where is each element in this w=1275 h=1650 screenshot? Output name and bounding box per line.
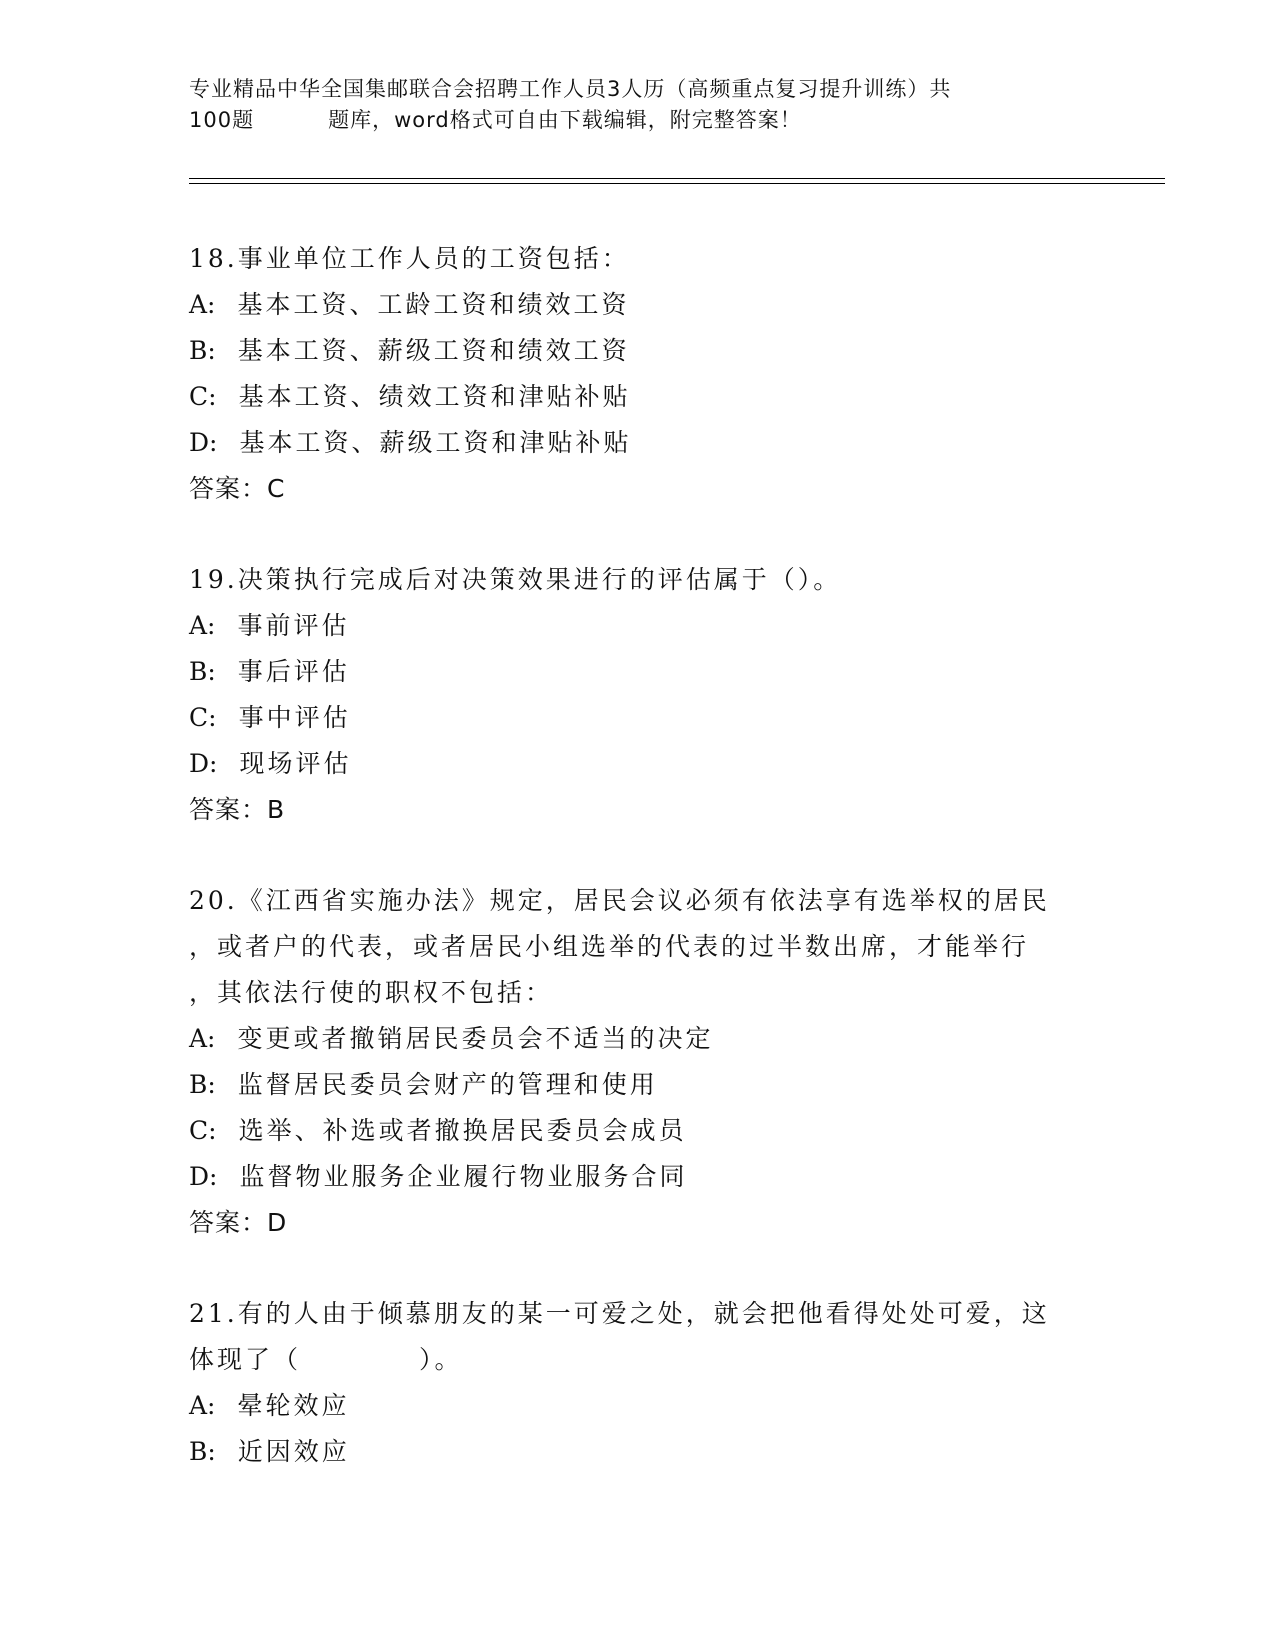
- option-b: [189, 1429, 1089, 1475]
- question-stem: [189, 236, 1089, 282]
- header-question-count: 100题: [189, 108, 255, 132]
- option-text: 事中评估: [238, 703, 351, 732]
- answer-line: 答案：C: [189, 474, 286, 503]
- option-letter: C:: [189, 703, 217, 732]
- option-text: 现场评估: [239, 749, 352, 778]
- header-divider-bottom: [189, 183, 1165, 184]
- option-letter: A:: [189, 290, 216, 319]
- header-divider-top: [189, 178, 1165, 179]
- option-b: [189, 328, 1089, 374]
- option-c: [189, 695, 1089, 741]
- option-d: [189, 741, 1089, 787]
- header-description: 题库，word格式可自由下载编辑，附完整答案！: [328, 108, 802, 132]
- option-text: 基本工资、工龄工资和绩效工资: [237, 290, 630, 319]
- option-text: 变更或者撤销居民委员会不适当的决定: [237, 1024, 714, 1053]
- question-stem: [189, 1291, 1089, 1383]
- option-letter: C:: [189, 382, 217, 411]
- option-c: [189, 374, 1089, 420]
- question-stem-line: 19.决策执行完成后对决策效果进行的评估属于（）。: [189, 565, 842, 594]
- option-text: 基本工资、薪级工资和津贴补贴: [239, 428, 632, 457]
- answer-line: 答案：B: [189, 795, 286, 824]
- option-text: 基本工资、薪级工资和绩效工资: [237, 336, 630, 365]
- question-stem: [189, 878, 1089, 1016]
- header-line-1: 专业精品中华全国集邮联合会招聘工作人员3人历（高频重点复习提升训练）共: [189, 77, 952, 101]
- option-a: [189, 1016, 1089, 1062]
- option-letter: D:: [189, 1162, 218, 1191]
- header-line-2: [189, 105, 1069, 136]
- option-letter: B:: [189, 336, 216, 365]
- option-b: [189, 1062, 1089, 1108]
- question-20: [189, 878, 1089, 1246]
- question-stem-line: 18.事业单位工作人员的工资包括：: [189, 244, 630, 273]
- option-letter: C:: [189, 1116, 217, 1145]
- option-c: [189, 1108, 1089, 1154]
- question-stem-line: 21.有的人由于倾慕朋友的某一可爱之处，就会把他看得处处可爱，这: [189, 1299, 1050, 1328]
- option-text: 近因效应: [237, 1437, 350, 1466]
- option-a: [189, 282, 1089, 328]
- option-b: [189, 649, 1089, 695]
- option-a: [189, 1383, 1089, 1429]
- document-header: [189, 74, 1069, 136]
- question-stem-line: ，其依法行使的职权不包括：: [189, 978, 554, 1007]
- option-a: [189, 603, 1089, 649]
- option-d: [189, 1154, 1089, 1200]
- option-letter: A:: [189, 1024, 216, 1053]
- question-21: [189, 1291, 1089, 1475]
- option-letter: B:: [189, 1070, 216, 1099]
- option-text: 选举、补选或者撤换居民委员会成员: [238, 1116, 687, 1145]
- question-stem-line: ，或者户的代表，或者居民小组选举的代表的过半数出席，才能举行: [189, 932, 1030, 961]
- option-text: 基本工资、绩效工资和津贴补贴: [238, 382, 631, 411]
- option-d: [189, 420, 1089, 466]
- question-stem: [189, 557, 1089, 603]
- option-text: 监督居民委员会财产的管理和使用: [237, 1070, 658, 1099]
- option-text: 事后评估: [237, 657, 350, 686]
- option-letter: A:: [189, 611, 216, 640]
- question-stem-line-2: [189, 1337, 1089, 1383]
- option-letter: A:: [189, 1391, 216, 1420]
- option-letter: D:: [189, 749, 218, 778]
- question-list: [189, 236, 1089, 1520]
- question-18: [189, 236, 1089, 512]
- option-text: 晕轮效应: [237, 1391, 350, 1420]
- option-letter: D:: [189, 428, 218, 457]
- question-stem-text: ）。: [419, 1345, 463, 1374]
- answer-line: 答案：D: [189, 1208, 288, 1237]
- question-stem-text: 体现了（: [189, 1345, 302, 1374]
- option-text: 事前评估: [237, 611, 350, 640]
- option-letter: B:: [189, 657, 216, 686]
- question-19: [189, 557, 1089, 833]
- option-text: 监督物业服务企业履行物业服务合同: [239, 1162, 688, 1191]
- option-letter: B:: [189, 1437, 216, 1466]
- question-stem-line: 20.《江西省实施办法》规定，居民会议必须有依法享有选举权的居民: [189, 886, 1050, 915]
